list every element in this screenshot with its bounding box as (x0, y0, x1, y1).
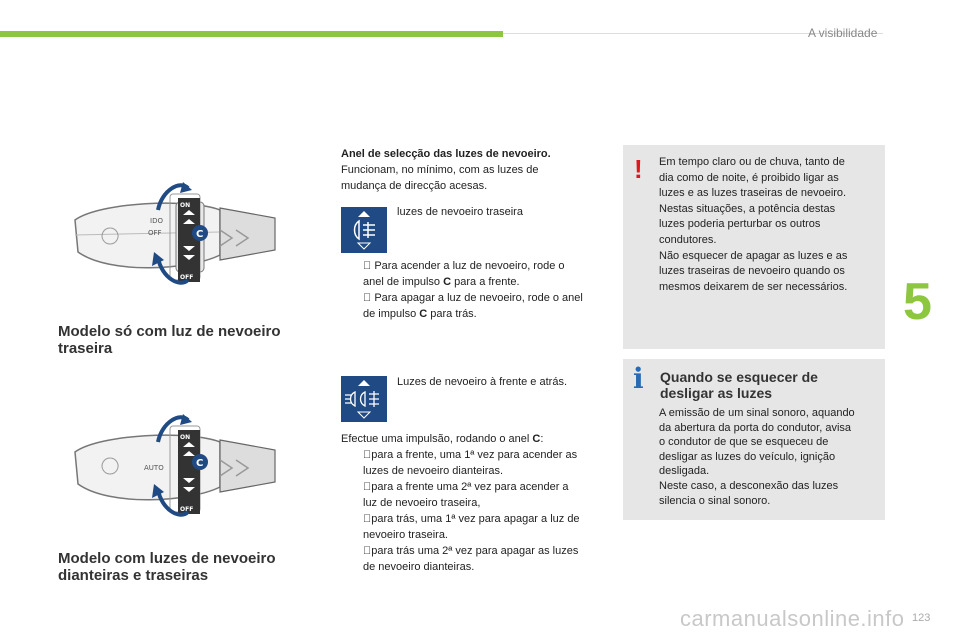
heading-rear-fog-only-line2: traseira (58, 340, 113, 357)
switch2-label-off: OFF (180, 506, 194, 513)
bullet-front-on: para a frente, uma 1ª vez para acender as luzes de nevoeiro dianteiras. (363, 449, 578, 477)
switch2-label-on: ON (180, 434, 191, 441)
switch-label-off-2: OFF (180, 274, 194, 281)
info-icon: i (633, 362, 644, 395)
page-number: 123 (912, 612, 931, 624)
efectue-text: Efectue uma impulsão, rodando o anel (341, 433, 533, 445)
fog-switch-illustration-front-rear (70, 412, 340, 522)
switch-label-c: C (196, 229, 204, 240)
efectue-block: Efectue uma impulsão, rodando o anel C: para a frente, uma 1ª vez para acender as luzes de nevoeiro dianteiras. para a frente uma 2ª vez para acender a luz de nevoeiro traseira, para trás, uma 1ª vez para apagar a luz de nevoeiro traseira. para trás uma 2ª vez para apagar as luzes de nevoeiro dianteiras. (341, 431, 616, 575)
bullets-rear-fog (341, 258, 611, 322)
heading-rear-fog-only (58, 323, 281, 357)
intro-text-line2: mudança de direcção acesas. (341, 180, 488, 192)
heading-rear-fog-only-line1: Modelo só com luz de nevoeiro (58, 323, 281, 340)
heading-front-rear-fog (58, 550, 276, 584)
bullet-rear-fog-off: Para apagar a luz de nevoeiro, rode o anel de impulso C para trás. (363, 292, 583, 320)
bullet-rear-on: para a frente uma 2ª vez para acender a luz de nevoeiro traseira, (363, 481, 569, 509)
fog-switch-illustration-rear (70, 180, 340, 290)
rear-fog-icon-label: luzes de nevoeiro traseira (397, 206, 523, 218)
info-title: Quando se esquecer de desligar as luzes (660, 369, 818, 401)
info-text: A emissão de um sinal sonoro, aquando da abertura da porta do condutor, avisa o condutor de que se esqueceu de desligar as luzes do veículo, ignição desligada. Neste caso, a desconexão das luzes silencia o sinal sonoro. (659, 407, 855, 507)
heading-front-rear-fog-line2: dianteiras e traseiras (58, 567, 209, 584)
header-accent-bar (0, 31, 503, 37)
switch2-label-auto: AUTO (144, 464, 164, 472)
switch-label-on: ON (180, 202, 191, 209)
rear-fog-indicator-icon (341, 207, 387, 253)
watermark: carmanualsonline.info (680, 606, 905, 631)
intro-block (341, 146, 611, 194)
bullet-front-off: para trás uma 2ª vez para apagar as luzes de nevoeiro dianteiras. (363, 545, 579, 573)
bullet-rear-off: para trás, uma 1ª vez para apagar a luz de nevoeiro traseira. (363, 513, 580, 541)
heading-front-rear-fog-line1: Modelo com luzes de nevoeiro (58, 550, 276, 567)
front-rear-fog-indicator-icon (341, 376, 387, 422)
warning-text: Em tempo claro ou de chuva, tanto de dia como de noite, é proibido ligar as luzes e as luzes traseiras de nevoeiro. Nestas situações, a potência destas luzes poderia perturbar os outros condutores. Não esquecer de apagar as luzes e as luzes traseiras de nevoeiro quando os mesmos deixarem de ser necessários. (659, 156, 848, 293)
switch-label-ido: IDO (150, 217, 163, 225)
bullet-rear-fog-on: Para acender a luz de nevoeiro, rode o anel de impulso C para a frente. (363, 260, 565, 288)
switch2-label-c: C (196, 458, 204, 469)
front-rear-fog-icon-label: Luzes de nevoeiro à frente e atrás. (397, 376, 567, 388)
section-title: A visibilidade (808, 26, 878, 40)
intro-title: Anel de selecção das luzes de nevoeiro. (341, 148, 551, 160)
switch-label-off-1: OFF (148, 229, 162, 237)
intro-text-line1: Funcionam, no mínimo, com as luzes de (341, 164, 539, 176)
warning-icon: ! (634, 154, 643, 184)
chapter-number: 5 (903, 273, 932, 331)
efectue-c: C (532, 433, 541, 445)
